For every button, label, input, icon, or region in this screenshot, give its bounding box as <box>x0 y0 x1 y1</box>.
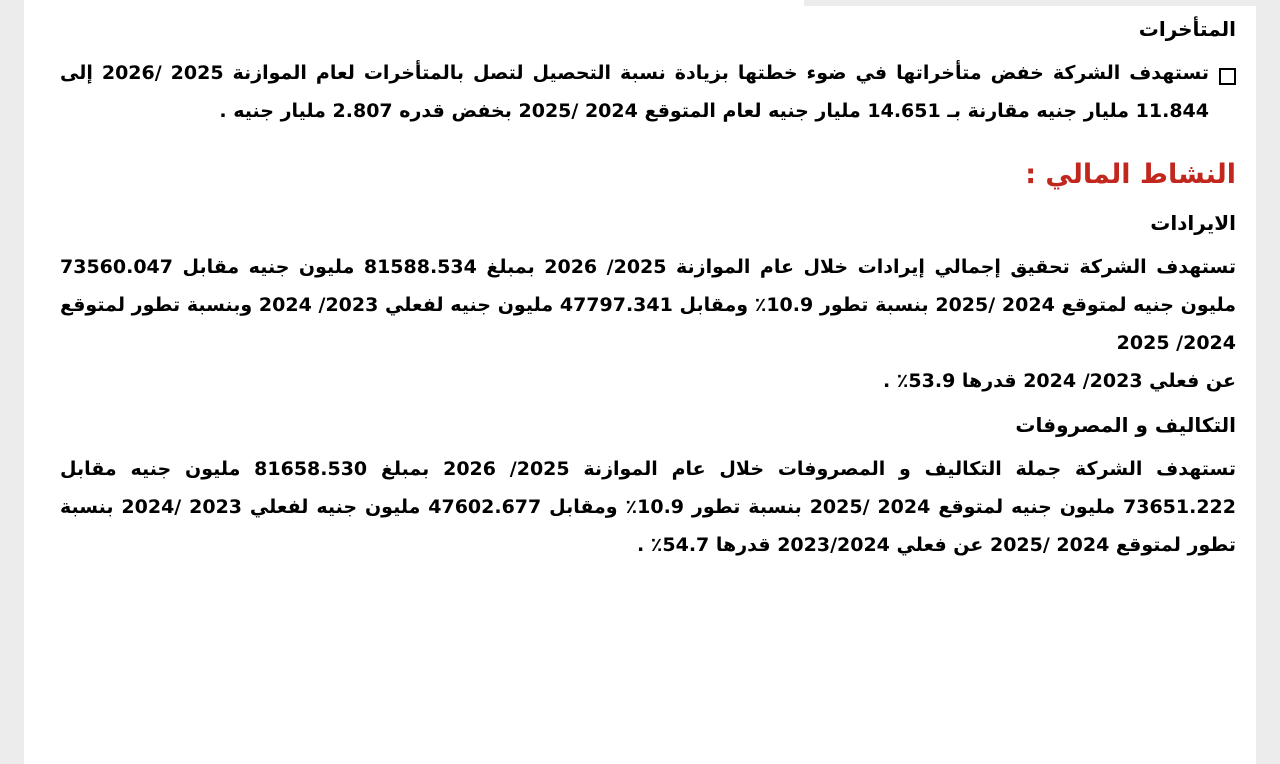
costs-and-expenses-paragraph-1: تستهدف الشركة جملة التكاليف و المصروفات خلال عام الموازنة 2025/ 2026 بمبلغ 81658.530 مليون جنيه مقابل 73651.222 مليون جنيه لمتوقع 2024 /2025 بنسبة تطور 10.9٪ ومقابل 47602.677 مليون جنيه لفعلي 2023 /2024 بنسبة تطور لمتوقع 2024 /2025 عن فعلي 2023/2024 قدرها 54.7٪ . <box>60 457 1236 556</box>
spacer <box>60 238 1236 248</box>
document-content <box>60 0 1236 564</box>
spacer <box>60 400 1236 410</box>
spacer <box>60 4 1236 14</box>
subsection-heading-revenues: الايرادات <box>1150 210 1236 235</box>
section-heading-financial-activity: النشاط المالي : <box>1025 159 1236 190</box>
spacer <box>60 44 1236 54</box>
revenues-paragraph-1: تستهدف الشركة تحقيق إجمالي إيرادات خلال عام الموازنة 2025/ 2026 بمبلغ 81588.534 مليون جنيه مقابل 73560.047 مليون جنيه لمتوقع 2024 /2025 بنسبة تطور 10.9٪ ومقابل 47797.341 مليون جنيه لفعلي 2023/ 2024 وبنسبة تطور لمتوقع 2024/ 2025 <box>60 255 1237 354</box>
spacer <box>60 440 1236 450</box>
page-gutter-right <box>1256 0 1280 764</box>
arrears-paragraph: تستهدف الشركة خفض متأخراتها في ضوء خطتها بزيادة نسبة التحصيل لتصل بالمتأخرات لعام الموازنة 2025 /2026 إلى 11.844 مليار جنيه مقارنة بـ 14.651 مليار جنيه لعام المتوقع 2024 /2025 بخفض قدره 2.807 مليار جنيه . <box>60 62 1210 122</box>
checkbox-bullet-icon <box>1219 68 1236 85</box>
bullet-item-arrears <box>60 54 1236 130</box>
spacer <box>60 194 1236 208</box>
revenues-paragraph-2: عن فعلي 2023/ 2024 قدرها 53.9٪ . <box>882 369 1236 392</box>
page-gutter-left <box>0 0 24 764</box>
spacer <box>60 130 1236 156</box>
subsection-heading-costs-and-expenses: التكاليف و المصروفات <box>1015 412 1236 437</box>
section-heading-arrears: المتأخرات <box>1138 17 1236 41</box>
